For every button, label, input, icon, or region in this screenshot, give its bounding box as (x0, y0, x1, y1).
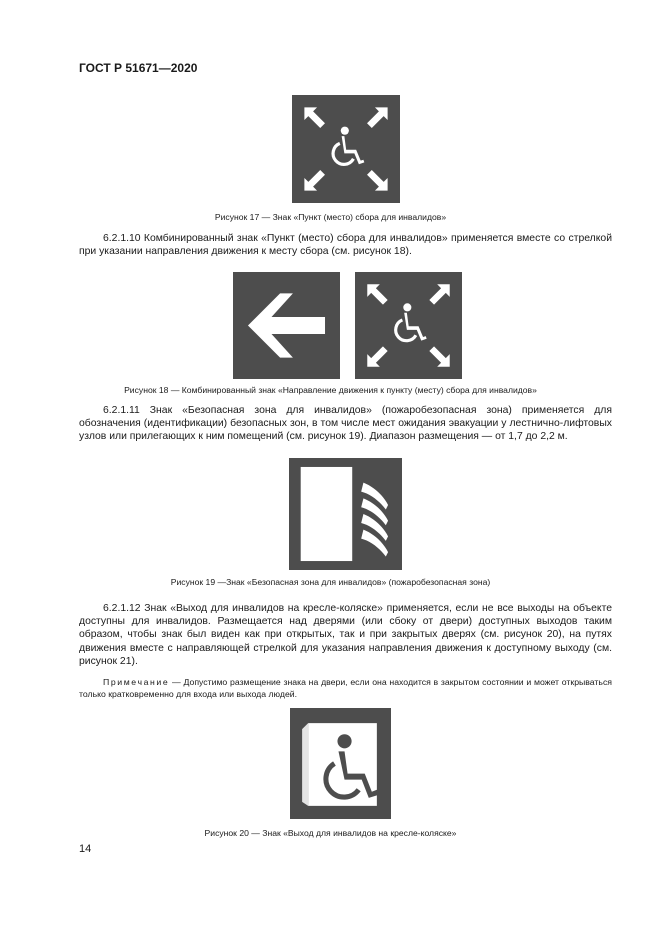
paragraph-6-2-1-10-text: 6.2.1.10 Комбинированный знак «Пункт (место) сбора для инвалидов» применяется вместе со стрелкой при указании направления движения к месту сбора (см. рисунок 18). (79, 233, 612, 258)
figure-19-caption: Рисунок 19 —Знак «Безопасная зона для инвалидов» (пожаробезопасная зона) (170, 577, 491, 587)
wheelchair-exit-sign (290, 708, 391, 819)
arrow-left-sign (233, 272, 340, 379)
figure-18-caption: Рисунок 18 — Комбинированный знак «Направление движения к пункту (месту) сбора для инвалидов» (124, 385, 537, 395)
note-label: Примечание (103, 677, 170, 687)
assembly-point-wheelchair-sign (292, 95, 400, 203)
note-text: — Допустимо размещение знака на двери, если она находится в закрытом состоянии и может открываться только кратковременно для входа или выхода людей. (79, 677, 612, 699)
paragraph-6-2-1-10 (79, 232, 612, 258)
figure-20-caption: Рисунок 20 — Знак «Выход для инвалидов на кресле-коляске» (204, 828, 457, 838)
fire-safe-zone-wheelchair-sign (289, 458, 402, 570)
paragraph-6-2-1-11-text: 6.2.1.11 Знак «Безопасная зона для инвалидов» (пожаробезопасная зона) применяется для обозначения (идентификации) безопасных зон, в том числе мест ожидания эвакуации у лестнично-лифтовых узлов или прилегающих к ним помещений (см. рисунок 19). Диапазон размещения — от 1,7 до 2,2 м. (79, 405, 612, 443)
paragraph-6-2-1-11 (79, 404, 612, 444)
paragraph-6-2-1-12 (79, 602, 612, 668)
figure-17-caption: Рисунок 17 — Знак «Пункт (место) сбора для инвалидов» (214, 212, 447, 222)
page-number: 14 (79, 843, 92, 855)
paragraph-6-2-1-12-text: 6.2.1.12 Знак «Выход для инвалидов на кресле-коляске» применяется, если не все выходы на объекте доступны для инвалидов. Размещается над дверями (или сбоку от двери) доступных выходов таким образом, чтобы знак был виден как при открытых, так и при закрытых дверях (см. рисунок 20), на путях движения вместе с направляющей стрелкой для указания направления движения к доступному выходу (см. рисунок 21). (79, 603, 612, 667)
note (79, 677, 612, 700)
assembly-point-wheelchair-sign (355, 272, 462, 379)
document-header: ГОСТ Р 51671—2020 (79, 61, 198, 75)
